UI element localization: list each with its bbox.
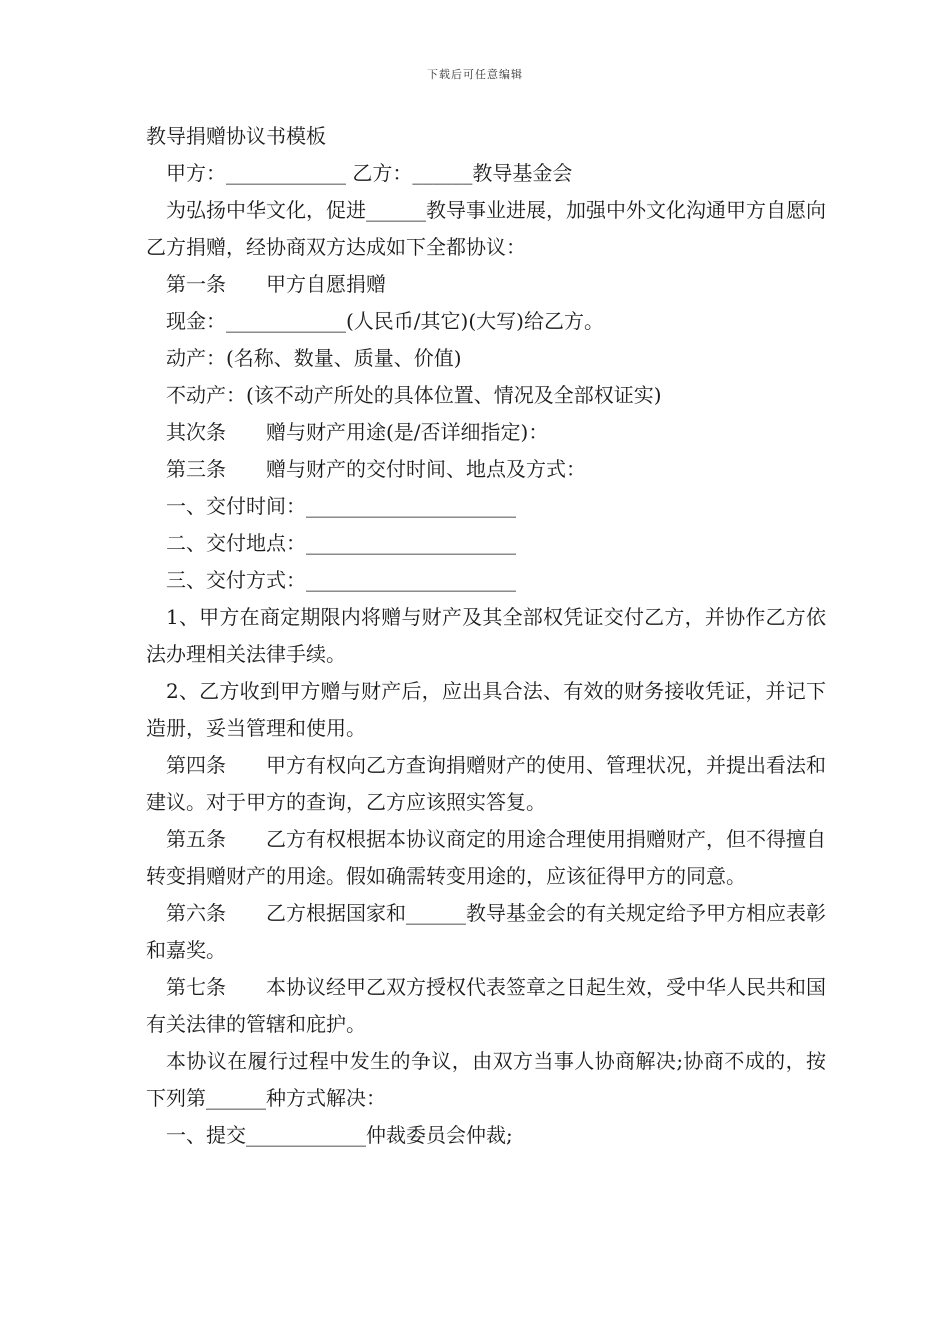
- article-1-heading: 第一条 甲方自愿捐赠: [166, 272, 386, 296]
- article-6-paragraph: 第六条 乙方根据国家和______教导基金会的有关规定给予甲方相应表彰和嘉奖。: [146, 901, 826, 962]
- article-3-heading: 第三条 赠与财产的交付时间、地点及方式：: [166, 457, 586, 481]
- document-body: [146, 118, 826, 1154]
- movable-property-line: 动产：(名称、数量、质量、价值): [166, 346, 462, 370]
- article-2-heading: 其次条 赠与财产用途(是/否详细指定)：: [166, 420, 549, 444]
- clause-1-paragraph: 1、甲方在商定期限内将赠与财产及其全部权凭证交付乙方，并协作乙方依法办理相关法律手续。: [146, 605, 826, 666]
- parties-line: 甲方：____________ 乙方：______教导基金会: [166, 161, 573, 185]
- article-4-paragraph: 第四条 甲方有权向乙方查询捐赠财产的使用、管理状况，并提出看法和建议。对于甲方的查询，乙方应该照实答复。: [146, 753, 826, 814]
- document-title: 教导捐赠协议书模板: [146, 124, 326, 148]
- dispute-paragraph: 本协议在履行过程中发生的争议，由双方当事人协商解决;协商不成的，按下列第______种方式解决：: [146, 1049, 826, 1110]
- article-7-paragraph: 第七条 本协议经甲乙双方授权代表签章之日起生效，受中华人民共和国有关法律的管辖和庇护。: [146, 975, 826, 1036]
- page-header-note: 下载后可任意编辑: [427, 68, 523, 81]
- delivery-method-line: 三、交付方式：_____________________: [166, 568, 516, 592]
- delivery-time-line: 一、交付时间：_____________________: [166, 494, 516, 518]
- real-estate-line: 不动产：(该不动产所处的具体位置、情况及全部权证实): [166, 383, 662, 407]
- delivery-place-line: 二、交付地点：_____________________: [166, 531, 516, 555]
- clause-2-paragraph: 2、乙方收到甲方赠与财产后，应出具合法、有效的财务接收凭证，并记下造册，妥当管理和使用。: [146, 679, 826, 740]
- article-5-paragraph: 第五条 乙方有权根据本协议商定的用途合理使用捐赠财产，但不得擅自转变捐赠财产的用途。假如确需转变用途的，应该征得甲方的同意。: [146, 827, 826, 888]
- preamble-paragraph: 为弘扬中华文化，促进______教导事业进展，加强中外文化沟通甲方自愿向乙方捐赠，经协商双方达成如下全都协议：: [146, 198, 826, 259]
- arbitration-line: 一、提交____________仲裁委员会仲裁;: [166, 1123, 513, 1147]
- cash-line: 现金：____________(人民币/其它)(大写)给乙方。: [166, 309, 604, 333]
